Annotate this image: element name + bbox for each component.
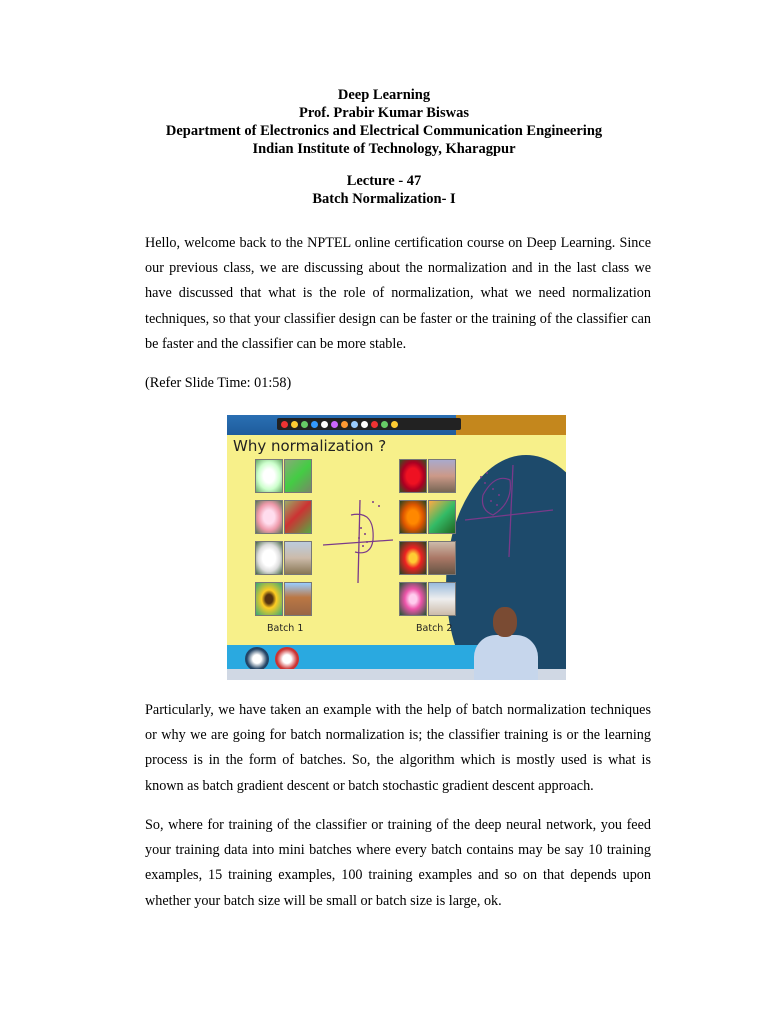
iit-logo-icon [245,647,269,671]
thumb-lotus [399,582,427,616]
thumb-taj-mahal [428,582,456,616]
thumb-sunflower [255,582,283,616]
slide-top-bar [227,415,566,435]
lecture-slide-image [227,415,566,680]
batch-2-label: Batch 2 [416,623,453,634]
nptel-logo-icon [275,647,299,671]
thumb-rose [255,500,283,534]
thumb-pagoda [428,541,456,575]
document-header [0,86,768,208]
refer-slide-time: (Refer Slide Time: 01:58) [145,375,292,391]
thumb-hummingbird [428,500,456,534]
lecturer-video-feed [471,605,541,680]
thumb-tower [284,582,312,616]
slide-title: Why normalization ? [233,437,387,455]
professor-name: Prof. Prabir Kumar Biswas [299,105,469,121]
lecture-number: Lecture - 47 [346,173,422,189]
annotation-toolbar [277,418,461,430]
paragraph-batch-normalization: Particularly, we have taken an example with the help of batch normalization techniques or why we are going for batch normalization is; the classifier training is or the learning process is in the form of batches. So, the algorithm which is mostly used is what is known as batch gradient descent or batch stochastic gradient descent approach. [145,702,651,794]
handwritten-plot-batch-2 [465,465,555,560]
thumb-white-rose [255,541,283,575]
handwritten-plot-batch-1 [323,490,393,585]
thumb-green-parrot [284,459,312,493]
batch-1-label: Batch 1 [267,623,304,634]
lecture-topic: Batch Normalization- I [312,191,456,207]
thumb-red-flower [399,459,427,493]
department-name: Department of Electronics and Electrical Communication Engineering [165,123,603,139]
thumb-dahlia [399,541,427,575]
thumb-ruins [428,459,456,493]
thumb-bird [284,500,312,534]
institute-name: Indian Institute of Technology, Kharagpur [252,141,516,157]
course-title: Deep Learning [337,87,431,103]
paragraph-intro: Hello, welcome back to the NPTEL online certification course on Deep Learning. Since our previous class, we are discussing about the normalization and in the last class we have discussed that what is the role of normalization, what we need normalization techniques, so that your classifier design can be faster or the training of the classifier can be faster and the classifier can be more stable. [145,235,651,352]
thumb-white-flower [255,459,283,493]
thumb-temple [284,541,312,575]
thumb-orange-flower [399,500,427,534]
paragraph-mini-batches: So, where for training of the classifier or training of the deep neural network, you feed your training data into mini batches where every batch contains may be say 10 training examples, 15 training examples, 100 training examples and so on that depends upon whether your batch size will be small or batch size is large, ok. [145,817,651,909]
